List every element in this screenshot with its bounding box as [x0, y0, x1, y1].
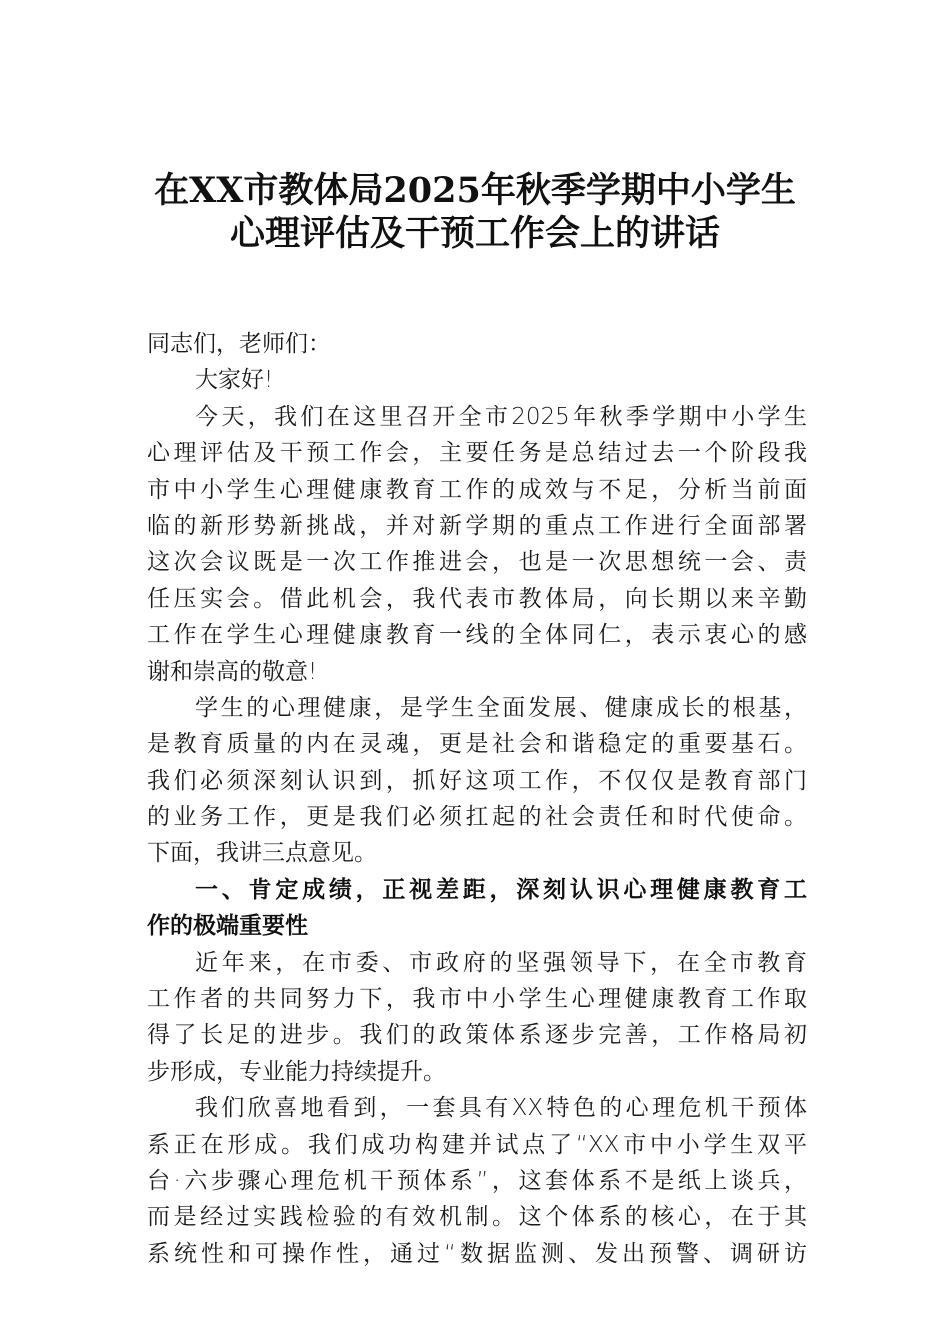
paragraph-line: 工作者的共同努力下，我市中小学生心理健康教育工作取 — [147, 986, 807, 1013]
paragraph-line: 近年来，在市委、市政府的坚强领导下，在全市教育 — [195, 949, 807, 976]
paragraph-line: 步形成，专业能力持续提升。 — [147, 1058, 446, 1085]
paragraph-line: 的业务工作，更是我们必须扛起的社会责任和时代使命。 — [147, 804, 807, 831]
paragraph-line: 今天，我们在这里召开全市2025年秋季学期中小学生 — [195, 403, 807, 430]
paragraph-achievements — [147, 945, 807, 1091]
paragraph-line: 系正在形成。我们成功构建并试点了“XX市中小学生双平 — [147, 1131, 807, 1158]
paragraph-line: 这次会议既是一次工作推进会，也是一次思想统一会、责 — [147, 549, 807, 576]
document-body — [147, 326, 807, 1272]
paragraph-line: 得了长足的进步。我们的政策体系逐步完善，工作格局初 — [147, 1022, 807, 1049]
paragraph-line: 市中小学生心理健康教育工作的成效与不足，分析当前面 — [147, 476, 807, 503]
paragraph-line: 谢和崇高的敬意! — [147, 658, 318, 685]
greeting: 大家好! — [195, 367, 274, 394]
section-heading-1 — [147, 872, 807, 945]
salutation: 同志们，老师们： — [147, 331, 331, 357]
paragraph-line: 学生的心理健康，是学生全面发展、健康成长的根基， — [195, 694, 807, 721]
paragraph-line: 工作在学生心理健康教育一线的全体同仁，表示衷心的感 — [147, 622, 807, 649]
paragraph-line: 我们欣喜地看到，一套具有XX特色的心理危机干预体 — [195, 1095, 807, 1122]
paragraph-line: 系统性和可操作性，通过“数据监测、发出预警、调研访 — [147, 1240, 807, 1267]
paragraph-line: 临的新形势新挑战，并对新学期的重点工作进行全面部署 — [147, 512, 807, 539]
document-title-line-2: 心理评估及干预工作会上的讲话 — [229, 213, 720, 254]
heading-line: 一、肯定成绩，正视差距，深刻认识心理健康教育工 — [195, 876, 807, 903]
heading-line: 作的极端重要性 — [147, 913, 308, 940]
paragraph-line: 下面，我讲三点意见。 — [147, 840, 377, 867]
paragraph-line: 台·六步骤心理危机干预体系”，这套体系不是纸上谈兵， — [147, 1167, 807, 1194]
paragraph-line: 任压实会。借此机会，我代表市教体局，向长期以来辛勤 — [147, 585, 807, 612]
paragraph-importance — [147, 690, 807, 872]
paragraph-line: 我们必须深刻认识到，抓好这项工作，不仅仅是教育部门 — [147, 767, 807, 794]
paragraph-intervention-system — [147, 1090, 807, 1272]
paragraph-line: 是教育质量的内在灵魂，更是社会和谐稳定的重要基石。 — [147, 731, 807, 758]
paragraph-line: 心理评估及干预工作会，主要任务是总结过去一个阶段我 — [147, 440, 807, 467]
paragraph-line: 而是经过实践检验的有效机制。这个体系的核心，在于其 — [147, 1204, 807, 1231]
document-title-line-1: 在XX市教体局2025年秋季学期中小学生 — [154, 170, 796, 211]
paragraph-opening — [147, 399, 807, 690]
